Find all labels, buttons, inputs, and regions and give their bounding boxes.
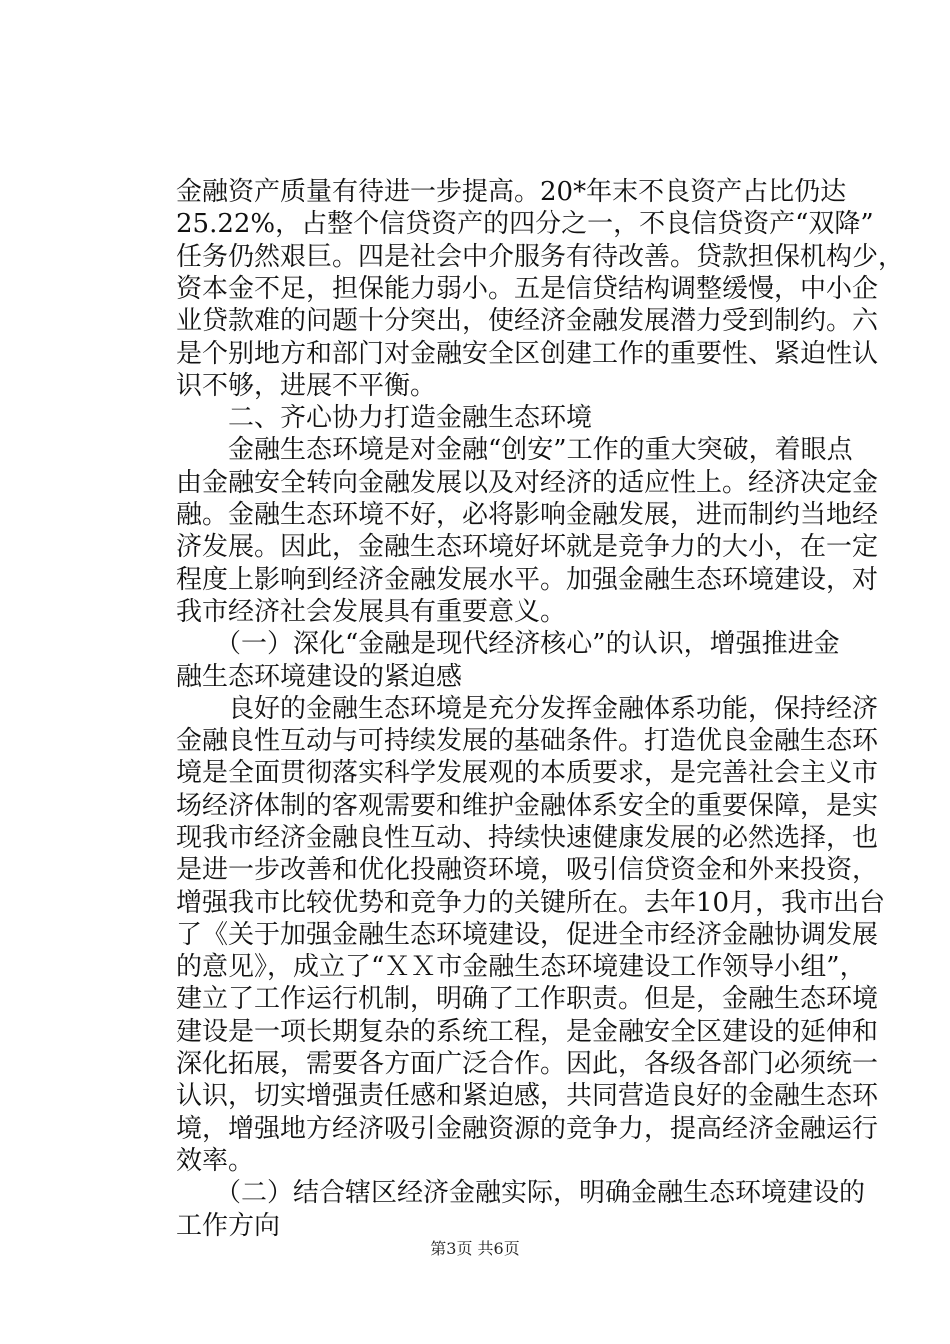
text-line: 我市经济社会发展具有重要意义。 [176,597,567,627]
text-line: 建设是一项长期复杂的系统工程，是金融安全区建设的延伸和 [176,1017,879,1047]
text-line: 建立了工作运行机制，明确了工作职责。但是，金融生态环境 [176,984,879,1014]
text-line: 识不够，进展不平衡。 [176,371,437,401]
page-number: 第3页 共6页 [430,1239,520,1258]
text-line: 金融良性互动与可持续发展的基础条件。打造优良金融生态环 [176,726,879,756]
text-line: 认识，切实增强责任感和紧迫感，共同营造良好的金融生态环 [176,1081,879,1111]
text-line: 由金融安全转向金融发展以及对经济的适应性上。经济决定金 [176,468,879,498]
text-line: 是个别地方和部门对金融安全区创建工作的重要性、紧迫性认 [176,339,879,369]
text-line: 程度上影响到经济金融发展水平。加强金融生态环境建设，对 [176,565,879,595]
text-line: 工作方向 [176,1211,281,1241]
subsection-heading: 融生态环境建设的紧迫感 [176,662,463,692]
text-line: 增强我市比较优势和竞争力的关键所在。去年10月，我市出台 [176,888,886,918]
text-line: 任务仍然艰巨。四是社会中介服务有待改善。贷款担保机构少， [176,242,905,272]
text-line: 25.22%，占整个信贷资产的四分之一，不良信贷资产“双降” [176,209,874,239]
text-line: 境是全面贯彻落实科学发展观的本质要求，是完善社会主义市 [176,758,879,788]
text-line: 是进一步改善和优化投融资环境，吸引信贷资金和外来投资， [176,855,879,885]
text-line: 了《关于加强金融生态环境建设，促进全市经济金融协调发展 [176,920,879,950]
text-line: 业贷款难的问题十分突出，使经济金融发展潜力受到制约。六 [176,306,879,336]
text-line: 金融生态环境是对金融“创安”工作的重大突破，着眼点 [176,435,853,465]
text-line: 金融资产质量有待进一步提高。20*年末不良资产占比仍达 [176,177,847,207]
text-line: 良好的金融生态环境是充分发挥金融体系功能，保持经济 [176,694,879,724]
text-line: 现我市经济金融良性互动、持续快速健康发展的必然选择，也 [176,823,879,853]
text-line: 资本金不足，担保能力弱小。五是信贷结构调整缓慢，中小企 [176,274,879,304]
text-line: 深化拓展，需要各方面广泛合作。因此，各级各部门必须统一 [176,1049,879,1079]
text-line: 的意见》，成立了“ＸＸ市金融生态环境建设工作领导小组”， [176,952,866,982]
text-line: 融。金融生态环境不好，必将影响金融发展，进而制约当地经 [176,500,879,530]
text-line: 济发展。因此，金融生态环境好坏就是竞争力的大小，在一定 [176,532,879,562]
subsection-heading: （一）深化“金融是现代经济核心”的认识，增强推进金 [176,629,840,659]
text-line: 场经济体制的客观需要和维护金融体系安全的重要保障，是实 [176,791,879,821]
section-heading: 二、齐心协力打造金融生态环境 [176,403,593,433]
text-line: （二）结合辖区经济金融实际，明确金融生态环境建设的 [176,1178,866,1208]
text-line: 境，增强地方经济吸引金融资源的竞争力，提高经济金融运行 [176,1114,879,1144]
text-line: 效率。 [176,1146,255,1176]
